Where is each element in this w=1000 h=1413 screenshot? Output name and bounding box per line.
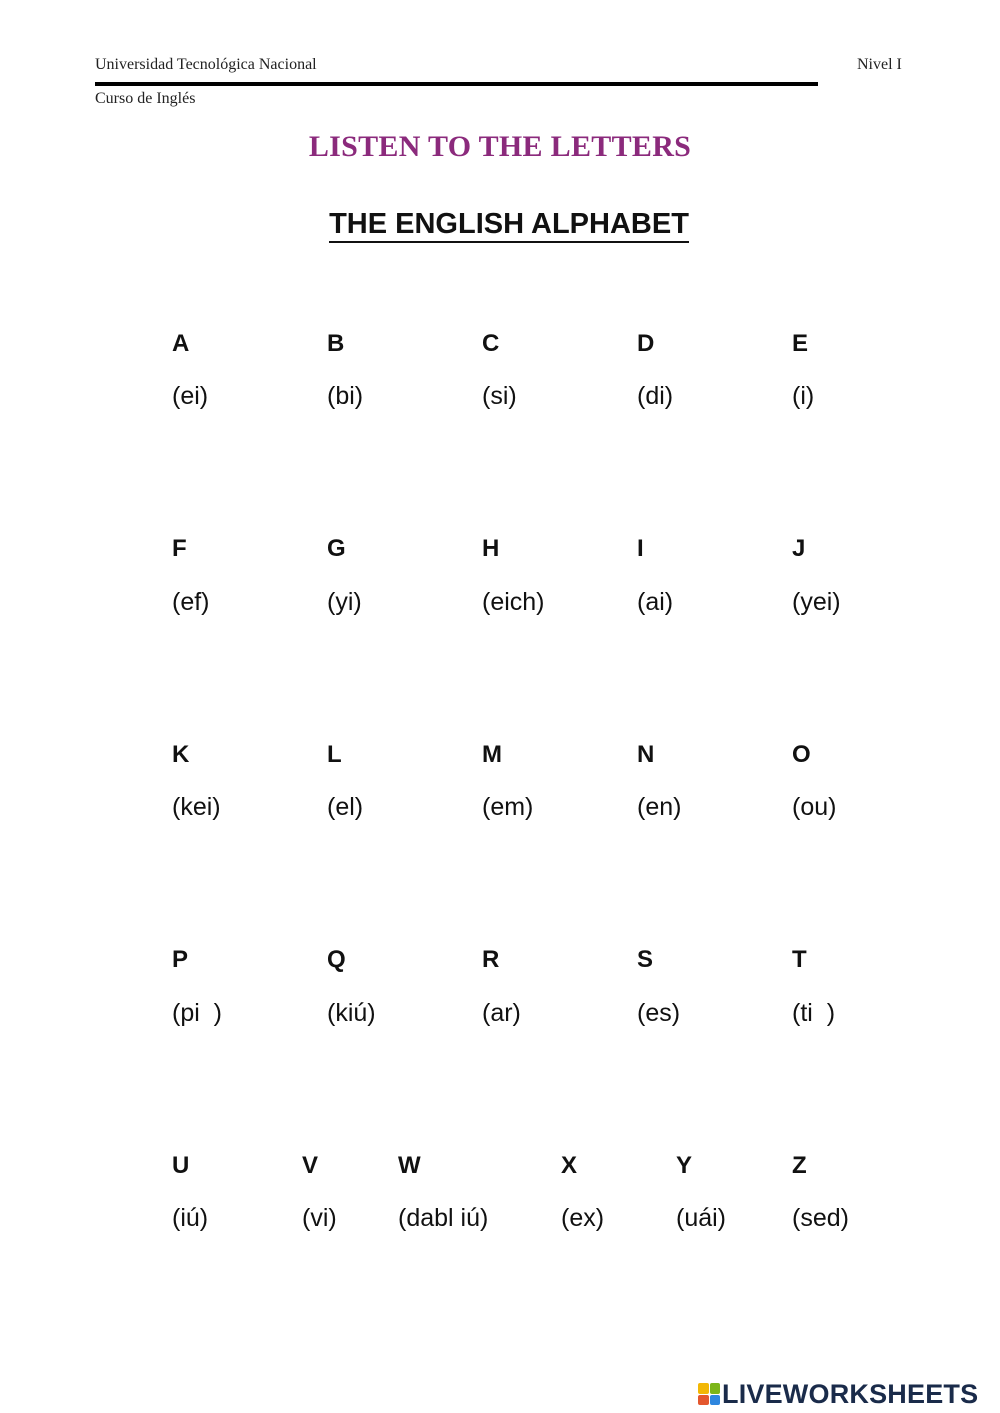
- liveworksheets-logo-text: LIVEWORKSHEETS: [722, 1378, 979, 1409]
- pron-v: (vi): [302, 1204, 337, 1232]
- header-institution: Universidad Tecnológica Nacional: [95, 56, 317, 73]
- liveworksheets-logo: [698, 1378, 978, 1410]
- logo-square-3: [698, 1395, 709, 1406]
- pron-s: (es): [637, 999, 681, 1027]
- pron-r: (ar): [482, 999, 521, 1027]
- logo-square-1: [698, 1383, 709, 1394]
- alphabet-heading-text: THE ENGLISH ALPHABET: [329, 208, 689, 243]
- pron-j: (yei): [792, 588, 841, 616]
- pron-d: (di): [637, 382, 674, 410]
- letter-b: B: [327, 330, 345, 357]
- pron-k: (kei): [172, 793, 221, 821]
- pron-p: (pi ): [172, 999, 222, 1027]
- pron-t: (ti ): [792, 999, 836, 1027]
- pron-x: (ex): [561, 1204, 605, 1232]
- letter-n: N: [637, 741, 655, 768]
- letter-h: H: [482, 535, 500, 562]
- pron-o: (ou): [792, 793, 837, 821]
- letter-k: K: [172, 741, 190, 768]
- pron-e: (i): [792, 382, 815, 410]
- pron-b: (bi): [327, 382, 364, 410]
- pron-a: (ei): [172, 382, 209, 410]
- liveworksheets-logo-icon: [698, 1383, 720, 1405]
- letter-s: S: [637, 946, 654, 973]
- pron-f: (ef): [172, 588, 210, 616]
- pron-g: (yi): [327, 588, 362, 616]
- letter-r: R: [482, 946, 500, 973]
- pron-n: (en): [637, 793, 682, 821]
- pron-c: (si): [482, 382, 517, 410]
- page-title: LISTEN TO THE LETTERS: [308, 130, 692, 163]
- letter-t: T: [792, 946, 807, 973]
- letter-i: I: [637, 535, 644, 562]
- letter-l: L: [327, 741, 342, 768]
- pron-q: (kiú): [327, 999, 376, 1027]
- letter-f: F: [172, 535, 187, 562]
- pron-u: (iú): [172, 1204, 209, 1232]
- letter-o: O: [792, 741, 811, 768]
- alphabet-heading: [0, 208, 1000, 241]
- header-level: Nivel I: [857, 56, 902, 73]
- pron-i: (ai): [637, 588, 674, 616]
- logo-square-4: [710, 1395, 721, 1406]
- pron-y: (uái): [676, 1204, 727, 1232]
- logo-square-2: [710, 1383, 721, 1394]
- letter-w: W: [398, 1152, 421, 1179]
- letter-y: Y: [676, 1152, 693, 1179]
- letter-g: G: [327, 535, 346, 562]
- letter-e: E: [792, 330, 809, 357]
- letter-d: D: [637, 330, 655, 357]
- header-course: Curso de Inglés: [95, 90, 196, 107]
- pron-w: (dabl iú): [398, 1204, 489, 1232]
- pron-l: (el): [327, 793, 364, 821]
- letter-z: Z: [792, 1152, 807, 1179]
- letter-q: Q: [327, 946, 346, 973]
- letter-j: J: [792, 535, 806, 562]
- header-rule: [95, 82, 818, 86]
- letter-v: V: [302, 1152, 319, 1179]
- letter-x: X: [561, 1152, 578, 1179]
- letter-a: A: [172, 330, 190, 357]
- pron-z: (sed): [792, 1204, 849, 1232]
- pron-h: (eich): [482, 588, 545, 616]
- pron-m: (em): [482, 793, 534, 821]
- letter-c: C: [482, 330, 500, 357]
- letter-p: P: [172, 946, 189, 973]
- letter-m: M: [482, 741, 502, 768]
- letter-u: U: [172, 1152, 190, 1179]
